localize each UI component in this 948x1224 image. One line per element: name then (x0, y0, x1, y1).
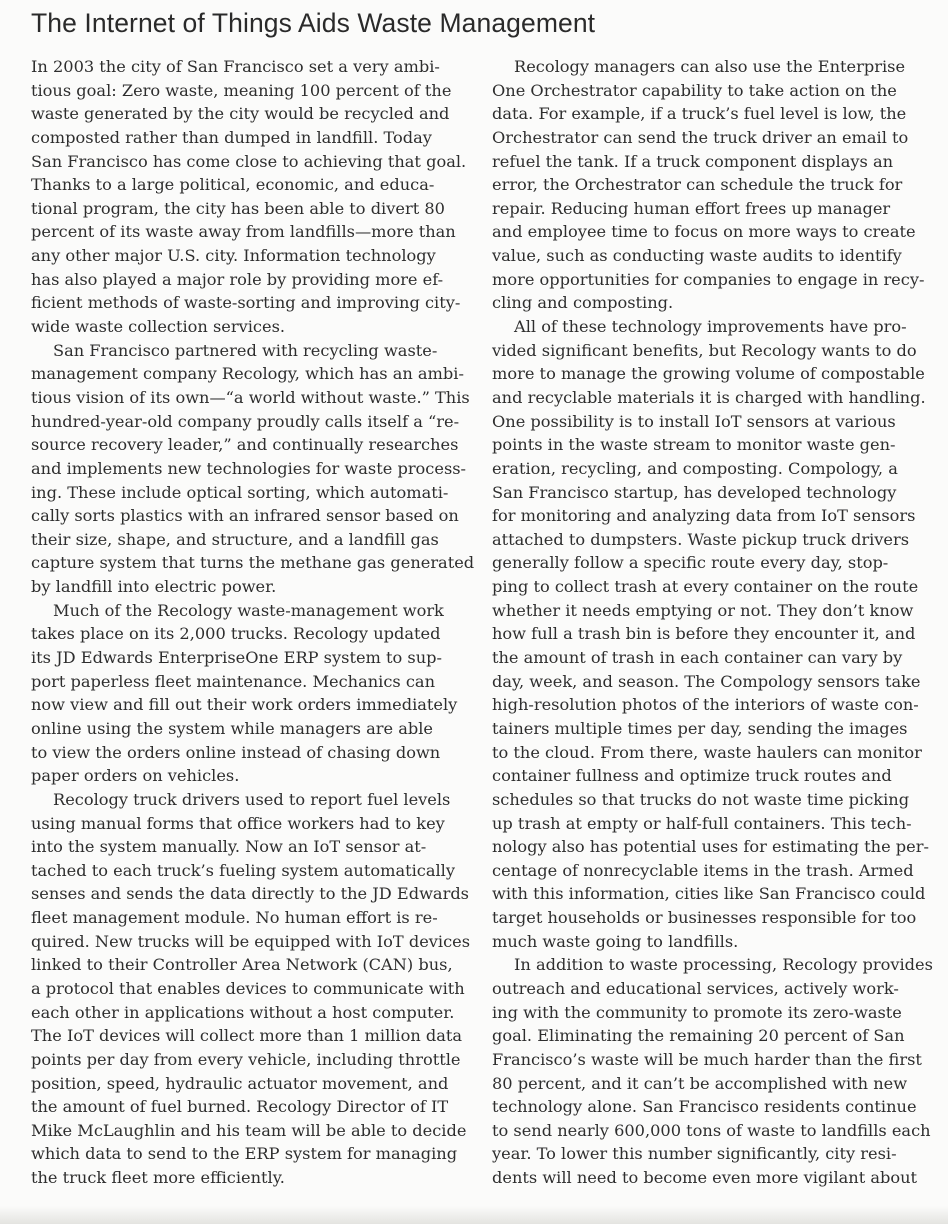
text-line: One Orchestrator capability to take action on the (492, 80, 897, 100)
text-line: tious vision of its own—“a world without waste.” This (31, 387, 470, 407)
text-line: to the cloud. From there, waste haulers can monitor (492, 742, 922, 762)
text-line: management company Recology, which has an ambi- (31, 364, 464, 384)
text-line: for monitoring and analyzing data from IoT sensors (492, 506, 916, 526)
text-line: All of these technology improvements have pro- (514, 317, 907, 337)
text-line: data. For example, if a truck’s fuel level is low, the (492, 104, 907, 124)
text-line: Recology managers can also use the Enterprise (514, 57, 906, 76)
text-line: eration, recycling, and composting. Compology, a (492, 458, 898, 478)
text-line: schedules so that trucks do not waste time picking (492, 789, 910, 809)
text-line: percent of its waste away from landfills—more than (31, 222, 456, 242)
text-line: and implements new technologies for waste process- (31, 458, 467, 478)
text-line: its JD Edwards EnterpriseOne ERP system to sup- (31, 648, 442, 668)
text-line: In 2003 the city of San Francisco set a very ambi- (31, 57, 440, 76)
text-line: port paperless fleet maintenance. Mechanics can (31, 671, 435, 691)
text-line: and employee time to focus on more ways to create (492, 222, 916, 242)
article-title: The Internet of Things Aids Waste Management (31, 8, 596, 38)
text-line: repair. Reducing human effort frees up manager (492, 198, 891, 218)
text-line: high-resolution photos of the interiors of waste con- (492, 695, 919, 715)
text-line: using manual forms that office workers had to key (31, 813, 445, 833)
text-line: points per day from every vehicle, including throttle (31, 1049, 461, 1069)
text-line: outreach and educational services, actively work- (492, 978, 899, 998)
text-line: generally follow a specific route every day, stop- (492, 553, 889, 573)
right-text-column (492, 55, 933, 1190)
text-line: which data to send to the ERP system for managing (31, 1144, 458, 1164)
text-line: ficient methods of waste-sorting and improving city- (31, 293, 461, 313)
text-line: value, such as conducting waste audits to identify (492, 246, 902, 266)
text-line: into the system manually. Now an IoT sensor at- (31, 837, 427, 857)
text-line: waste generated by the city would be recycled and (31, 104, 450, 124)
text-line: senses and sends the data directly to the JD Edwards (31, 884, 469, 904)
text-line: the amount of trash in each container can vary by (492, 648, 903, 668)
text-line: online using the system while managers are able (31, 718, 433, 738)
text-line: target households or businesses responsible for too (492, 908, 917, 928)
text-line: fleet management module. No human effort is re- (31, 908, 438, 928)
text-line: cling and composting. (492, 293, 674, 313)
text-line: San Francisco startup, has developed technology (492, 482, 897, 502)
text-line: their size, shape, and structure, and a landfill gas (31, 529, 439, 549)
text-line: whether it needs emptying or not. They don’t know (492, 600, 914, 620)
text-line: San Francisco has come close to achieving that goal. (31, 151, 467, 171)
text-line: centage of nonrecyclable items in the trash. Armed (492, 860, 914, 880)
text-line: Orchestrator can send the truck driver an email to (492, 127, 909, 147)
text-line: has also played a major role by providing more ef- (31, 269, 444, 289)
text-line: position, speed, hydraulic actuator movement, and (31, 1073, 449, 1093)
text-line: hundred-year-old company proudly calls itself a “re- (31, 411, 460, 431)
text-line: 80 percent, and it can’t be accomplished with new (492, 1073, 908, 1093)
text-line: a protocol that enables devices to communicate with (31, 978, 465, 998)
text-line: tional program, the city has been able to divert 80 (31, 198, 445, 218)
text-line: One possibility is to install IoT sensors at various (492, 411, 896, 431)
text-line: In addition to waste processing, Recology provides (514, 955, 933, 975)
text-line: much waste going to landfills. (492, 931, 739, 951)
text-line: how full a trash bin is before they encounter it, and (492, 624, 916, 644)
text-line: Mike McLaughlin and his team will be able to decide (31, 1120, 467, 1140)
text-line: now view and fill out their work orders immediately (31, 695, 458, 715)
text-line: ing. These include optical sorting, which automati- (31, 482, 449, 502)
text-line: Recology truck drivers used to report fuel levels (53, 789, 451, 809)
text-line: tached to each truck’s fueling system automatically (31, 860, 455, 880)
text-line: error, the Orchestrator can schedule the truck for (492, 175, 903, 195)
text-line: ping to collect trash at every container on the route (492, 577, 919, 597)
left-text-column (31, 55, 475, 1190)
text-line: tious goal: Zero waste, meaning 100 percent of the (31, 80, 452, 100)
text-line: takes place on its 2,000 trucks. Recology updated (31, 624, 441, 644)
text-line: linked to their Controller Area Network (CAN) bus, (31, 955, 453, 975)
text-line: cally sorts plastics with an infrared sensor based on (31, 506, 459, 526)
text-line: nology also has potential uses for estimating the per- (492, 837, 929, 857)
text-line: source recovery leader,” and continually researches (31, 435, 459, 455)
text-line: to send nearly 600,000 tons of waste to landfills each (492, 1120, 931, 1140)
text-line: wide waste collection services. (31, 317, 286, 337)
text-line: to view the orders online instead of chasing down (31, 742, 441, 762)
text-line: ing with the community to promote its zero-waste (492, 1002, 902, 1022)
text-line: San Francisco partnered with recycling waste- (53, 340, 438, 360)
text-line: tainers multiple times per day, sending the images (492, 718, 908, 738)
text-line: points in the waste stream to monitor waste gen- (492, 435, 896, 455)
text-line: by landfill into electric power. (31, 577, 277, 597)
text-line: quired. New trucks will be equipped with IoT devices (31, 931, 471, 951)
text-line: Francisco’s waste will be much harder than the first (492, 1049, 922, 1069)
text-line: the truck fleet more efficiently. (31, 1168, 285, 1188)
text-line: attached to dumpsters. Waste pickup truck drivers (492, 529, 910, 549)
text-line: container fullness and optimize truck routes and (492, 766, 892, 786)
text-line: any other major U.S. city. Information technology (31, 246, 436, 266)
text-line: Thanks to a large political, economic, and educa- (31, 175, 435, 195)
text-line: each other in applications without a host computer. (31, 1002, 455, 1022)
text-line: composted rather than dumped in landfill. Today (31, 127, 432, 147)
text-line: dents will need to become even more vigilant about (492, 1168, 918, 1188)
text-line: the amount of fuel burned. Recology Director of IT (31, 1097, 449, 1117)
text-line: paper orders on vehicles. (31, 766, 240, 786)
text-line: more to manage the growing volume of compostable (492, 364, 925, 384)
text-line: and recyclable materials it is charged with handling. (492, 387, 926, 407)
text-line: refuel the tank. If a truck component displays an (492, 151, 894, 171)
text-line: up trash at empty or half-full containers. This tech- (492, 813, 912, 833)
text-line: The IoT devices will collect more than 1 million data (31, 1026, 463, 1046)
text-line: Much of the Recology waste-management work (53, 600, 444, 620)
text-line: capture system that turns the methane gas generated (31, 553, 475, 573)
text-line: vided significant benefits, but Recology wants to do (492, 340, 917, 360)
text-line: year. To lower this number significantly, city resi- (492, 1144, 897, 1164)
text-line: technology alone. San Francisco residents continue (492, 1097, 917, 1117)
text-line: more opportunities for companies to engage in recy- (492, 269, 925, 289)
text-line: day, week, and season. The Compology sensors take (492, 671, 921, 691)
text-line: with this information, cities like San Francisco could (492, 884, 926, 904)
page-bottom-edge (0, 1206, 948, 1224)
text-line: goal. Eliminating the remaining 20 percent of San (492, 1026, 905, 1046)
